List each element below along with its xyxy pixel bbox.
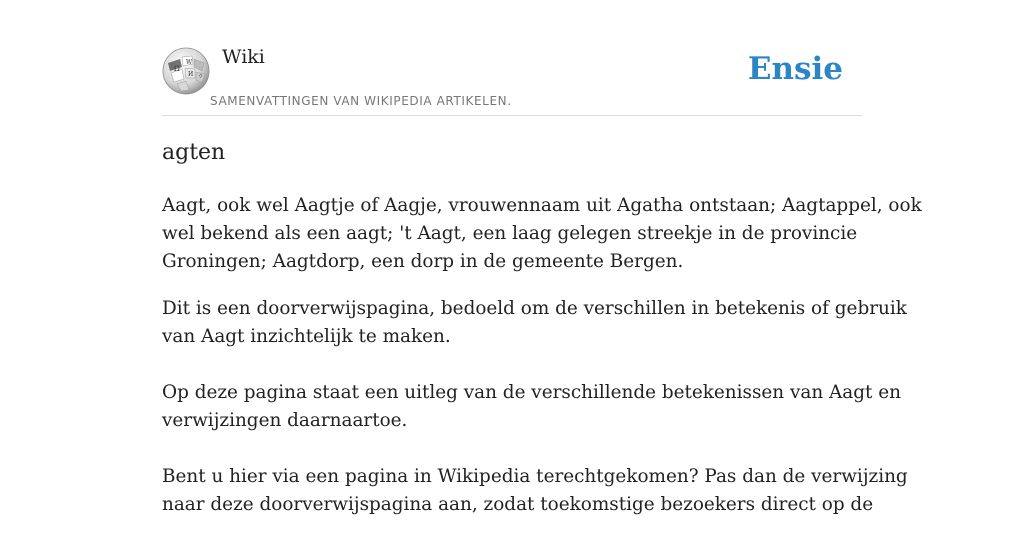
- article-paragraph: [162, 295, 907, 351]
- article-body: [162, 192, 922, 538]
- article-paragraph: [162, 192, 922, 276]
- svg-text:W: W: [186, 59, 193, 66]
- svg-text:И: И: [188, 71, 194, 78]
- svg-text:Ω: Ω: [174, 65, 180, 73]
- site-header: [162, 0, 862, 116]
- wikipedia-globe-icon[interactable]: [162, 47, 210, 95]
- text-line: naar deze doorverwijspagina aan, zodat toekomstige bezoekers direct op de: [162, 494, 874, 515]
- text-line: Aagt, ook wel Aagtje of Aagje, vrouwennaam uit Agatha ontstaan; Aagtappel, ook: [162, 195, 922, 216]
- text-line: wel bekend als een aagt; 't Aagt, een laag gelegen streekje in de provincie: [162, 223, 858, 244]
- text-line: Dit is een doorverwijspagina, bedoeld om de verschillen in betekenis of gebruik: [162, 298, 907, 319]
- text-line: verwijzingen daarnaartoe.: [162, 410, 408, 431]
- article-paragraph: [162, 379, 901, 435]
- text-line: Groningen; Aagtdorp, een dorp in de gemeente Bergen.: [162, 251, 684, 272]
- text-line: van Aagt inzichtelijk te maken.: [162, 326, 451, 347]
- text-line: Bent u hier via een pagina in Wikipedia terechtgekomen? Pas dan de verwijzing: [162, 466, 908, 487]
- svg-text:ウ: ウ: [198, 74, 204, 80]
- page: [162, 0, 922, 515]
- article-paragraph: [162, 463, 908, 519]
- page-title: agten: [162, 140, 226, 165]
- ensie-brand-link[interactable]: Ensie: [747, 51, 843, 87]
- site-tagline: SAMENVATTINGEN VAN WIKIPEDIA ARTIKELEN.: [210, 94, 512, 108]
- text-line: Op deze pagina staat een uitleg van de verschillende betekenissen van Aagt en: [162, 382, 901, 403]
- site-name-link[interactable]: Wiki: [222, 46, 265, 68]
